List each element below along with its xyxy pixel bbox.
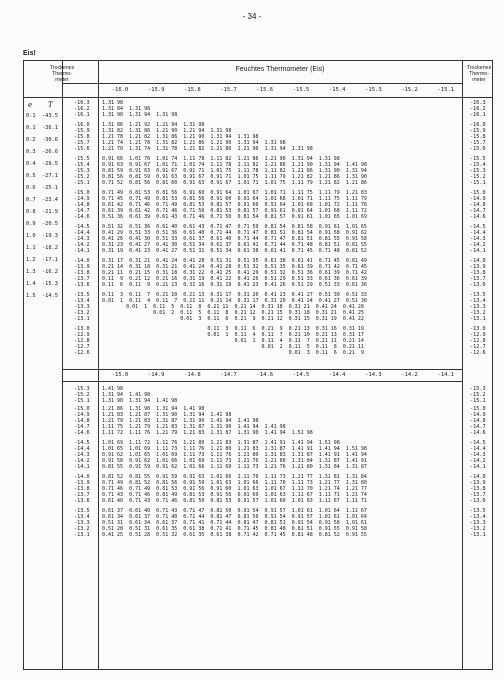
top-col-header-1: -15.9 bbox=[147, 87, 165, 93]
bottom-data-block: 1.21 86 1.31 90 1.31 94 1.41 98 1.21 83 1.21 87 1.31 90 1.31 94 1.41 98 1.21 79 1.21 83 1.31 87 1.31 90 1.41 94 1.41 98 1.11 75 1.21 79 1.21 83 1.31 87 1.31 90 1.41 94 1.41 98 1.11 72 1.11 76 1.21 79 1.21 83 1.31 87 1.31 90 1.41 94 1.51 98 bbox=[102, 406, 313, 436]
dry-R-top-5: -14.0 -13.9 -13.8 -13.7 -13.6 bbox=[470, 258, 486, 288]
left-col-row: 1.2 -17.1 bbox=[26, 257, 58, 263]
top-col-header-2: -15.8 bbox=[184, 87, 201, 93]
rule-top-cols bbox=[24, 97, 492, 98]
rule-dry-left bbox=[98, 61, 99, 669]
top-data-block: 0.11 3 0.11 6 0.21 9 0.21 13 0.31 16 0.31 19 0.01 1 0.11 4 0.11 7 0.21 10 0.21 13 0.31 17 0.01 1 0.11 4 0.11 7 0.21 11 0.21 14 0.01 2 0.11 5 0.11 8 0.21 11 0.01 3 0.11 6 0.21 9 bbox=[207, 326, 364, 356]
header-dry-right-text: Trockenes Thermo- meter bbox=[466, 65, 492, 83]
top-col-header-6: -15.4 bbox=[328, 87, 346, 93]
dry-L-top-7: -13.0 -12.9 -12.8 -12.7 -12.6 bbox=[74, 326, 90, 356]
bottom-data-block: 0.61 37 0.61 40 0.71 43 0.71 47 0.81 50 0.91 54 0.91 57 1.01 61 1.01 64 1.11 67 0.61 34 0.61 37 0.71 40 0.71 44 0.81 47 0.81 50 0.91 54 0.91 57 1.01 61 1.01 64 0.51 31 0.61 34 0.61 37 0.71 41 0.71 44 0.81 47 0.81 51 0.91 54 0.91 58 1.01 61 0.51 28 0.51 31 0.61 35 0.61 38 0.71 41 0.71 45 0.81 48 0.81 51 0.91 55 0.91 58 0.41 25 0.51 28 0.51 32 0.61 35 0.61 38 0.71 42 0.71 45 0.81 48 0.81 52 0.91 55 bbox=[102, 508, 367, 538]
left-col-row: 0.1 -43.5 bbox=[26, 113, 58, 119]
bottom-col-header-2: -14.8 bbox=[184, 372, 201, 378]
dry-R-top-3: -15.0 -14.9 -14.8 -14.7 -14.6 bbox=[470, 190, 486, 220]
left-col-row: 0.3 -26.6 bbox=[26, 149, 58, 155]
bottom-data-block: 0.81 52 0.81 55 0.91 59 0.91 63 1.01 66 1.11 70 1.11 73 1.21 77 1.31 81 1.31 84 0.71 49 0.81 52 0.81 56 0.91 59 1.01 63 1.01 66 1.11 70 1.11 73 1.21 77 1.31 80 0.71 46 0.71 49 0.81 53 0.91 56 0.91 60 1.01 63 1.01 67 1.11 70 1.21 74 1.21 77 0.71 43 0.71 46 0.81 49 0.81 53 0.91 56 0.91 60 1.01 63 1.11 67 1.11 71 1.21 74 0.61 40 0.71 43 0.71 46 0.81 50 0.81 53 0.91 57 1.01 60 1.01 63 1.11 67 1.11 71 bbox=[102, 474, 367, 504]
top-data-block: 0.71 49 0.81 53 0.81 56 0.91 60 0.91 64 1.01 67 1.01 71 1.11 75 1.11 79 1.21 83 0.71 45 0.71 49 0.81 53 0.81 56 0.91 60 0.91 64 1.01 68 1.01 71 1.11 75 1.11 79 0.61 42 0.71 46 0.71 49 0.81 53 0.81 57 0.91 60 0.91 64 1.01 68 1.01 72 1.11 76 0.61 39 0.61 42 0.71 46 0.71 50 0.81 53 0.81 57 0.91 61 0.91 64 1.01 68 1.11 72 0.51 36 0.61 39 0.61 43 0.71 46 0.71 50 0.81 54 0.81 57 0.91 61 1.01 65 1.01 69 bbox=[102, 190, 367, 220]
left-col-row: 1.0 -19.3 bbox=[26, 233, 58, 239]
left-col-row: 0.8 -21.9 bbox=[26, 209, 58, 215]
header-dry-left bbox=[26, 65, 98, 83]
left-col-row: 0.5 -27.1 bbox=[26, 173, 58, 179]
top-col-header-8: -15.2 bbox=[401, 87, 418, 93]
page-number: - 34 - bbox=[242, 12, 262, 21]
bottom-col-header-8: -14.2 bbox=[401, 372, 418, 378]
dry-R-top-7: -13.0 -12.9 -12.8 -12.7 -12.6 bbox=[470, 326, 486, 356]
symbol-T: T bbox=[48, 101, 53, 109]
dry-L-top-0: -16.3 -16.2 -16.1 bbox=[74, 100, 90, 118]
dry-L-bottom-3: -14.0 -13.9 -13.8 -13.7 -13.6 bbox=[74, 474, 90, 504]
bottom-col-header-7: -14.3 bbox=[365, 372, 382, 378]
top-data-block: 0.31 17 0.31 21 0.41 24 0.41 28 0.51 31 0.51 35 0.61 38 0.61 41 0.71 45 0.81 49 0.21 14 0.31 18 0.31 21 0.41 24 0.41 28 0.51 32 0.51 35 0.61 39 0.71 42 0.71 45 0.21 11 0.21 15 0.31 18 0.31 22 0.41 25 0.41 29 0.51 32 0.51 36 0.61 39 0.71 42 0.11 9 0.21 12 0.21 16 0.31 19 0.41 22 0.41 26 0.51 29 0.51 33 0.61 36 0.61 39 0.11 6 0.11 9 0.21 13 0.31 16 0.31 19 0.41 23 0.41 26 0.51 29 0.51 33 0.61 36 bbox=[102, 258, 367, 288]
psychrometric-table bbox=[23, 60, 493, 670]
rule-dry-right bbox=[462, 61, 463, 669]
dry-R-top-2: -15.5 -15.4 -15.3 -15.2 -15.1 bbox=[470, 156, 486, 186]
dry-L-top-2: -15.5 -15.4 -15.3 -15.2 -15.1 bbox=[74, 156, 90, 186]
top-col-header-3: -15.7 bbox=[220, 87, 237, 93]
top-data-block: 1.31 86 1.21 92 1.21 94 1.31 98 1.31 82 1.31 86 1.21 90 1.21 94 1.31 98 1.21 78 1.21 82 1.31 86 1.21 90 1.31 94 1.31 98 1.21 74 1.21 78 1.31 82 1.21 86 1.21 90 1.31 94 1.31 98 1.21 70 1.31 74 1.31 78 1.21 82 1.21 86 1.21 90 1.31 94 1.31 98 bbox=[102, 122, 313, 152]
bottom-col-header-9: -14.1 bbox=[437, 372, 455, 378]
left-col-row: 1.3 -16.2 bbox=[26, 269, 58, 275]
dry-L-top-3: -15.0 -14.9 -14.8 -14.7 -14.6 bbox=[74, 190, 90, 220]
rule-left-col bbox=[62, 61, 63, 669]
dry-R-top-0: -16.3 -16.2 -16.1 bbox=[470, 100, 486, 118]
left-col-row: 0.6 -25.1 bbox=[26, 185, 58, 191]
dry-R-bottom-2: -14.5 -14.4 -14.3 -14.2 -14.1 bbox=[470, 440, 486, 470]
left-col-row: 1.1 -18.2 bbox=[26, 245, 58, 251]
bottom-col-header-1: -14.9 bbox=[147, 372, 165, 378]
left-col-row: 1.5 -14.5 bbox=[26, 293, 58, 299]
rule-top-header bbox=[62, 83, 462, 84]
dry-L-bottom-4: -13.5 -13.4 -13.3 -13.2 -13.1 bbox=[74, 508, 90, 538]
rule-bottom-cols bbox=[62, 381, 462, 382]
dry-R-top-4: -14.5 -14.4 -14.3 -14.2 -14.1 bbox=[470, 224, 486, 254]
bottom-col-header-4: -14.6 bbox=[256, 372, 274, 378]
top-col-header-0: -16.0 bbox=[111, 87, 129, 93]
top-data-block: 0.11 3 0.11 7 0.21 10 0.21 13 0.31 17 0.31 20 0.41 23 0.41 27 0.51 30 0.51 33 0.01 1 0.11 4 0.11 7 0.21 11 0.21 14 0.31 17 0.31 20 0.41 24 0.41 27 0.51 30 0.01 1 0.11 5 0.11 8 0.21 11 0.21 14 0.31 18 0.31 21 0.41 24 0.41 28 0.01 2 0.11 5 0.11 8 0.21 12 0.21 15 0.31 18 0.31 21 0.41 25 0.01 3 0.11 6 0.21 9 0.21 12 0.31 15 0.31 19 0.41 22 bbox=[102, 292, 367, 322]
bottom-data-block: 1.41 98 1.31 94 1.41 98 1.31 90 1.31 94 1.41 98 bbox=[102, 386, 178, 404]
left-col-row: 0.4 -29.5 bbox=[26, 161, 58, 167]
dry-R-top-1: -16.0 -15.9 -15.8 -15.7 -15.6 bbox=[470, 122, 486, 152]
top-col-header-9: -15.1 bbox=[437, 87, 455, 93]
bottom-col-header-3: -14.7 bbox=[220, 372, 237, 378]
top-col-header-5: -15.5 bbox=[292, 87, 310, 93]
dry-R-bottom-3: -14.0 -13.9 -13.8 -13.7 -13.6 bbox=[470, 474, 486, 504]
bottom-col-header-5: -14.5 bbox=[292, 372, 310, 378]
left-col-row: 0.1 -36.1 bbox=[26, 125, 58, 131]
section-title: Eis! bbox=[23, 50, 36, 57]
top-col-header-7: -15.3 bbox=[365, 87, 382, 93]
dry-L-top-1: -16.0 -15.9 -15.8 -15.7 -15.6 bbox=[74, 122, 90, 152]
left-col-row: 1.4 -15.3 bbox=[26, 281, 58, 287]
header-dry-right bbox=[464, 65, 494, 83]
dry-R-top-6: -13.5 -13.4 -13.3 -13.2 -13.1 bbox=[470, 292, 486, 322]
header-dry-left-text: Trockenes Thermo- meter bbox=[49, 65, 75, 83]
left-col-row: 0.2 -30.6 bbox=[26, 137, 58, 143]
dry-L-bottom-2: -14.5 -14.4 -14.3 -14.2 -14.1 bbox=[74, 440, 90, 470]
top-data-block: 0.91 66 1.01 70 1.01 74 1.11 78 1.11 82 1.21 86 1.21 90 1.31 94 1.31 98 0.91 63 0.91 67 1.01 71 1.01 74 1.11 78 1.11 82 1.21 86 1.21 90 1.31 94 1.41 98 0.81 59 0.91 63 0.91 67 0.91 71 1.01 75 1.11 78 1.11 82 1.21 86 1.31 90 1.31 94 0.81 56 0.81 59 0.91 63 0.91 67 0.91 71 1.01 75 1.11 79 1.21 82 1.21 86 1.31 90 0.71 52 0.81 56 0.81 60 0.91 63 0.91 67 1.01 71 1.01 75 1.11 79 1.21 82 1.21 86 bbox=[102, 156, 367, 186]
dry-R-bottom-0: -15.3 -15.2 -15.1 bbox=[470, 386, 486, 404]
rule-bottom-header-top bbox=[62, 369, 462, 370]
dry-R-bottom-4: -13.5 -13.4 -13.3 -13.2 -13.1 bbox=[470, 508, 486, 538]
top-col-header-4: -15.6 bbox=[256, 87, 274, 93]
dry-L-bottom-1: -15.0 -14.9 -14.8 -14.7 -14.6 bbox=[74, 406, 90, 436]
top-data-block: 1.31 98 1.31 84 1.31 98 1.31 90 1.31 94 1.31 98 bbox=[102, 100, 178, 118]
left-col-row: 0.9 -20.5 bbox=[26, 221, 58, 227]
bottom-data-block: 1.01 69 1.11 72 1.11 76 1.21 80 1.21 83 1.31 87 1.41 91 1.41 94 1.51 98 1.01 65 1.01 69 1.11 73 1.11 76 1.21 80 1.21 83 1.31 87 1.41 91 1.41 94 1.51 98 0.91 62 1.01 65 1.01 69 1.11 73 1.11 76 1.21 80 1.31 83 1.31 87 1.41 91 1.41 94 0.91 58 0.91 62 1.01 66 1.01 69 1.11 73 1.21 76 1.21 80 1.31 84 1.31 87 1.41 91 0.81 55 0.91 59 0.91 62 1.01 66 1.11 69 1.11 73 1.21 76 1.21 80 1.31 84 1.31 87 bbox=[102, 440, 367, 470]
top-data-block: 0.51 32 0.51 36 0.61 40 0.61 43 0.71 47 0.71 50 0.81 54 0.81 58 0.91 61 1.01 65 0.41 29 0.51 33 0.51 36 0.61 40 0.71 44 0.71 47 0.81 51 0.81 54 0.91 58 0.91 62 0.41 26 0.41 30 0.51 33 0.61 37 0.61 40 0.71 44 0.71 47 0.81 51 0.81 55 0.91 58 0.31 23 0.41 27 0.41 30 0.51 34 0.61 37 0.61 41 0.71 44 0.71 48 0.81 51 0.81 55 0.31 19 0.41 23 0.41 27 0.51 31 0.51 34 0.61 38 0.61 41 0.71 45 0.71 48 0.81 52 bbox=[102, 224, 367, 254]
dry-L-bottom-0: -15.3 -15.2 -15.1 bbox=[74, 386, 90, 404]
dry-R-bottom-1: -15.0 -14.9 -14.8 -14.7 -14.6 bbox=[470, 406, 486, 436]
header-wet-bulb: Feuchtes Thermometer (Eis) bbox=[235, 66, 325, 73]
dry-L-top-4: -14.5 -14.4 -14.3 -14.2 -14.1 bbox=[74, 224, 90, 254]
symbol-e: e bbox=[28, 101, 33, 109]
dry-L-top-5: -14.0 -13.9 -13.8 -13.7 -13.6 bbox=[74, 258, 90, 288]
bottom-col-header-0: -15.0 bbox=[111, 372, 129, 378]
dry-L-top-6: -13.5 -13.4 -13.3 -13.2 -13.1 bbox=[74, 292, 90, 322]
bottom-col-header-6: -14.4 bbox=[328, 372, 346, 378]
left-col-row: 0.7 -23.4 bbox=[26, 197, 58, 203]
